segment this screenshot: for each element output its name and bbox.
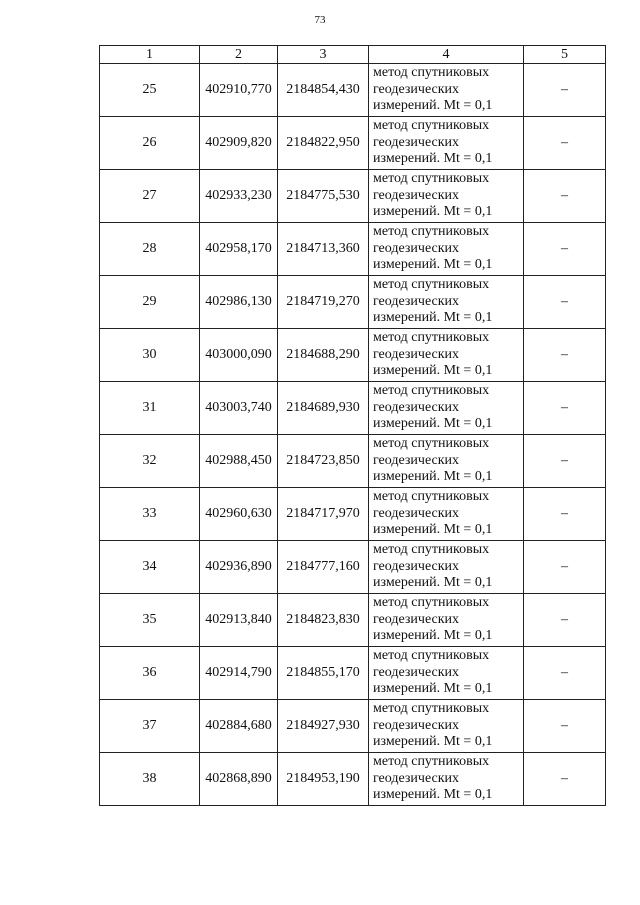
method-line-3: измерений. Mt = 0,1	[373, 257, 493, 273]
y-coordinate-cell: 2184823,830	[278, 594, 369, 647]
method-cell	[369, 647, 524, 700]
method-line-1: метод спутниковых	[373, 383, 490, 399]
method-line-2: геодезических	[373, 770, 460, 786]
method-cell	[369, 276, 524, 329]
y-coordinate-cell: 2184855,170	[278, 647, 369, 700]
method-line-1: метод спутниковых	[373, 277, 490, 293]
table-header-row	[100, 46, 606, 64]
column-5-cell: –	[524, 700, 606, 753]
method-line-2: геодезических	[373, 717, 460, 733]
y-coordinate-cell: 2184953,190	[278, 753, 369, 806]
method-line-3: измерений. Mt = 0,1	[373, 628, 493, 644]
y-coordinate-cell: 2184775,530	[278, 170, 369, 223]
method-line-3: измерений. Mt = 0,1	[373, 522, 493, 538]
column-5-cell: –	[524, 647, 606, 700]
method-line-3: измерений. Mt = 0,1	[373, 734, 493, 750]
method-line-1: метод спутниковых	[373, 754, 490, 770]
point-number-cell: 37	[100, 700, 200, 753]
x-coordinate-cell: 403003,740	[200, 382, 278, 435]
point-number-cell: 26	[100, 117, 200, 170]
method-line-2: геодезических	[373, 505, 460, 521]
method-line-2: геодезических	[373, 558, 460, 574]
y-coordinate-cell: 2184719,270	[278, 276, 369, 329]
method-line-3: измерений. Mt = 0,1	[373, 575, 493, 591]
table-row	[100, 64, 606, 117]
table-row	[100, 117, 606, 170]
table-row	[100, 700, 606, 753]
method-cell	[369, 435, 524, 488]
column-5-cell: –	[524, 329, 606, 382]
method-line-2: геодезических	[373, 452, 460, 468]
method-cell	[369, 223, 524, 276]
method-line-1: метод спутниковых	[373, 542, 490, 558]
table-row	[100, 329, 606, 382]
x-coordinate-cell: 402909,820	[200, 117, 278, 170]
table-row	[100, 170, 606, 223]
x-coordinate-cell: 402986,130	[200, 276, 278, 329]
method-line-3: измерений. Mt = 0,1	[373, 310, 493, 326]
point-number-cell: 35	[100, 594, 200, 647]
column-5-cell: –	[524, 382, 606, 435]
y-coordinate-cell: 2184717,970	[278, 488, 369, 541]
column-header: 5	[524, 46, 606, 64]
method-cell	[369, 753, 524, 806]
method-line-2: геодезических	[373, 134, 460, 150]
method-line-1: метод спутниковых	[373, 65, 490, 81]
method-line-1: метод спутниковых	[373, 701, 490, 717]
column-header: 1	[100, 46, 200, 64]
coordinates-table	[99, 45, 606, 806]
point-number-cell: 33	[100, 488, 200, 541]
method-line-1: метод спутниковых	[373, 489, 490, 505]
method-line-2: геодезических	[373, 187, 460, 203]
column-5-cell: –	[524, 64, 606, 117]
method-line-2: геодезических	[373, 81, 460, 97]
y-coordinate-cell: 2184689,930	[278, 382, 369, 435]
method-line-1: метод спутниковых	[373, 648, 490, 664]
method-line-1: метод спутниковых	[373, 330, 490, 346]
point-number-cell: 27	[100, 170, 200, 223]
point-number-cell: 29	[100, 276, 200, 329]
method-line-1: метод спутниковых	[373, 171, 490, 187]
x-coordinate-cell: 402958,170	[200, 223, 278, 276]
y-coordinate-cell: 2184927,930	[278, 700, 369, 753]
x-coordinate-cell: 402884,680	[200, 700, 278, 753]
method-cell	[369, 594, 524, 647]
x-coordinate-cell: 402960,630	[200, 488, 278, 541]
x-coordinate-cell: 402936,890	[200, 541, 278, 594]
method-line-3: измерений. Mt = 0,1	[373, 363, 493, 379]
y-coordinate-cell: 2184713,360	[278, 223, 369, 276]
method-cell	[369, 382, 524, 435]
x-coordinate-cell: 402933,230	[200, 170, 278, 223]
table-row	[100, 753, 606, 806]
point-number-cell: 36	[100, 647, 200, 700]
y-coordinate-cell: 2184777,160	[278, 541, 369, 594]
x-coordinate-cell: 402988,450	[200, 435, 278, 488]
method-cell	[369, 64, 524, 117]
method-line-2: геодезических	[373, 240, 460, 256]
point-number-cell: 34	[100, 541, 200, 594]
table-row	[100, 647, 606, 700]
table-row	[100, 382, 606, 435]
point-number-cell: 28	[100, 223, 200, 276]
method-line-3: измерений. Mt = 0,1	[373, 151, 493, 167]
column-5-cell: –	[524, 594, 606, 647]
table-row	[100, 276, 606, 329]
method-line-1: метод спутниковых	[373, 436, 490, 452]
column-5-cell: –	[524, 541, 606, 594]
method-cell	[369, 117, 524, 170]
method-cell	[369, 488, 524, 541]
method-line-3: измерений. Mt = 0,1	[373, 204, 493, 220]
point-number-cell: 25	[100, 64, 200, 117]
table-row	[100, 541, 606, 594]
method-cell	[369, 700, 524, 753]
method-line-3: измерений. Mt = 0,1	[373, 98, 493, 114]
method-line-2: геодезических	[373, 611, 460, 627]
column-5-cell: –	[524, 488, 606, 541]
point-number-cell: 30	[100, 329, 200, 382]
column-5-cell: –	[524, 170, 606, 223]
column-5-cell: –	[524, 117, 606, 170]
method-line-3: измерений. Mt = 0,1	[373, 416, 493, 432]
table-row	[100, 223, 606, 276]
method-line-2: геодезических	[373, 399, 460, 415]
point-number-cell: 31	[100, 382, 200, 435]
x-coordinate-cell: 402914,790	[200, 647, 278, 700]
method-line-2: геодезических	[373, 293, 460, 309]
method-line-1: метод спутниковых	[373, 595, 490, 611]
table-row	[100, 594, 606, 647]
page-number: 73	[314, 14, 326, 26]
y-coordinate-cell: 2184822,950	[278, 117, 369, 170]
method-line-3: измерений. Mt = 0,1	[373, 469, 493, 485]
x-coordinate-cell: 402868,890	[200, 753, 278, 806]
point-number-cell: 32	[100, 435, 200, 488]
column-5-cell: –	[524, 753, 606, 806]
method-cell	[369, 170, 524, 223]
y-coordinate-cell: 2184688,290	[278, 329, 369, 382]
table-row	[100, 488, 606, 541]
x-coordinate-cell: 402913,840	[200, 594, 278, 647]
x-coordinate-cell: 402910,770	[200, 64, 278, 117]
method-line-1: метод спутниковых	[373, 224, 490, 240]
x-coordinate-cell: 403000,090	[200, 329, 278, 382]
y-coordinate-cell: 2184723,850	[278, 435, 369, 488]
method-cell	[369, 329, 524, 382]
column-header: 4	[369, 46, 524, 64]
column-5-cell: –	[524, 435, 606, 488]
method-line-3: измерений. Mt = 0,1	[373, 787, 493, 803]
table-row	[100, 435, 606, 488]
method-line-2: геодезических	[373, 664, 460, 680]
method-cell	[369, 541, 524, 594]
method-line-3: измерений. Mt = 0,1	[373, 681, 493, 697]
column-5-cell: –	[524, 223, 606, 276]
method-line-2: геодезических	[373, 346, 460, 362]
y-coordinate-cell: 2184854,430	[278, 64, 369, 117]
method-line-1: метод спутниковых	[373, 118, 490, 134]
point-number-cell: 38	[100, 753, 200, 806]
column-5-cell: –	[524, 276, 606, 329]
column-header: 3	[278, 46, 369, 64]
column-header: 2	[200, 46, 278, 64]
